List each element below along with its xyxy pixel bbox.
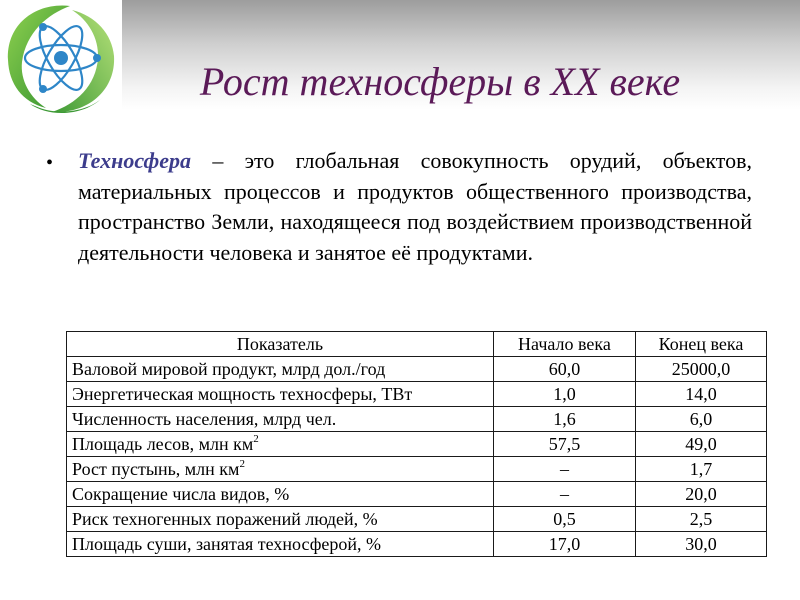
row-label <box>67 482 494 507</box>
row-label <box>67 432 494 457</box>
table-row <box>67 507 767 532</box>
definition-bullet <box>46 146 752 268</box>
table-row <box>67 407 767 432</box>
table-row <box>67 382 767 407</box>
atom-leaf-icon <box>0 0 122 118</box>
row-start-value: 0,5 <box>493 507 635 532</box>
table-row <box>67 482 767 507</box>
row-start-value: 1,0 <box>493 382 635 407</box>
definition-text <box>78 146 752 268</box>
slide-title: Рост техносферы в XX веке <box>199 59 681 104</box>
row-end-value: 25000,0 <box>635 357 766 382</box>
table-row <box>67 432 767 457</box>
row-start-value: 57,5 <box>493 432 635 457</box>
row-end-value: 49,0 <box>635 432 766 457</box>
row-end-value: 30,0 <box>635 532 766 557</box>
table-row <box>67 457 767 482</box>
table-row <box>67 357 767 382</box>
table-row <box>67 532 767 557</box>
unit-superscript: 2 <box>239 458 245 470</box>
row-label-text: Риск техногенных поражений людей, % <box>72 509 378 529</box>
row-label-text: Сокращение числа видов, % <box>72 484 290 504</box>
row-label <box>67 357 494 382</box>
row-end-value: 14,0 <box>635 382 766 407</box>
row-start-value: – <box>493 457 635 482</box>
header-end-of-century: Конец века <box>635 332 766 357</box>
row-label <box>67 407 494 432</box>
row-start-value: 1,6 <box>493 407 635 432</box>
row-label <box>67 532 494 557</box>
table-body <box>67 357 767 557</box>
row-start-value: 60,0 <box>493 357 635 382</box>
row-label-text: Численность населения, млрд чел. <box>72 409 337 429</box>
row-end-value: 1,7 <box>635 457 766 482</box>
row-label-text: Энергетическая мощность техносферы, ТВт <box>72 384 413 404</box>
bullet-dot-icon: • <box>46 152 54 174</box>
row-start-value: 17,0 <box>493 532 635 557</box>
row-label <box>67 457 494 482</box>
row-end-value: 2,5 <box>635 507 766 532</box>
row-start-value: – <box>493 482 635 507</box>
row-label-text: Рост пустынь, млн км <box>72 459 240 479</box>
header-start-of-century: Начало века <box>493 332 635 357</box>
row-end-value: 6,0 <box>635 407 766 432</box>
definition-term: Техносфера <box>78 148 192 173</box>
definition-body: – это глобальная совокупность орудий, объектов, материальных процессов и продуктов общественного производства, пространство Земли, находящееся под воздействием производственной деятельности человека и занятое её продуктами. <box>78 148 752 265</box>
row-label-text: Площадь суши, занятая техносферой, % <box>72 534 381 554</box>
row-label-text: Площадь лесов, млн км <box>72 434 254 454</box>
technosphere-table <box>66 331 767 557</box>
row-label-text: Валовой мировой продукт, млрд дол./год <box>72 359 386 379</box>
row-label <box>67 507 494 532</box>
row-end-value: 20,0 <box>635 482 766 507</box>
unit-superscript: 2 <box>253 433 259 445</box>
row-label <box>67 382 494 407</box>
table-header-row <box>67 332 767 357</box>
header-indicator: Показатель <box>67 332 494 357</box>
